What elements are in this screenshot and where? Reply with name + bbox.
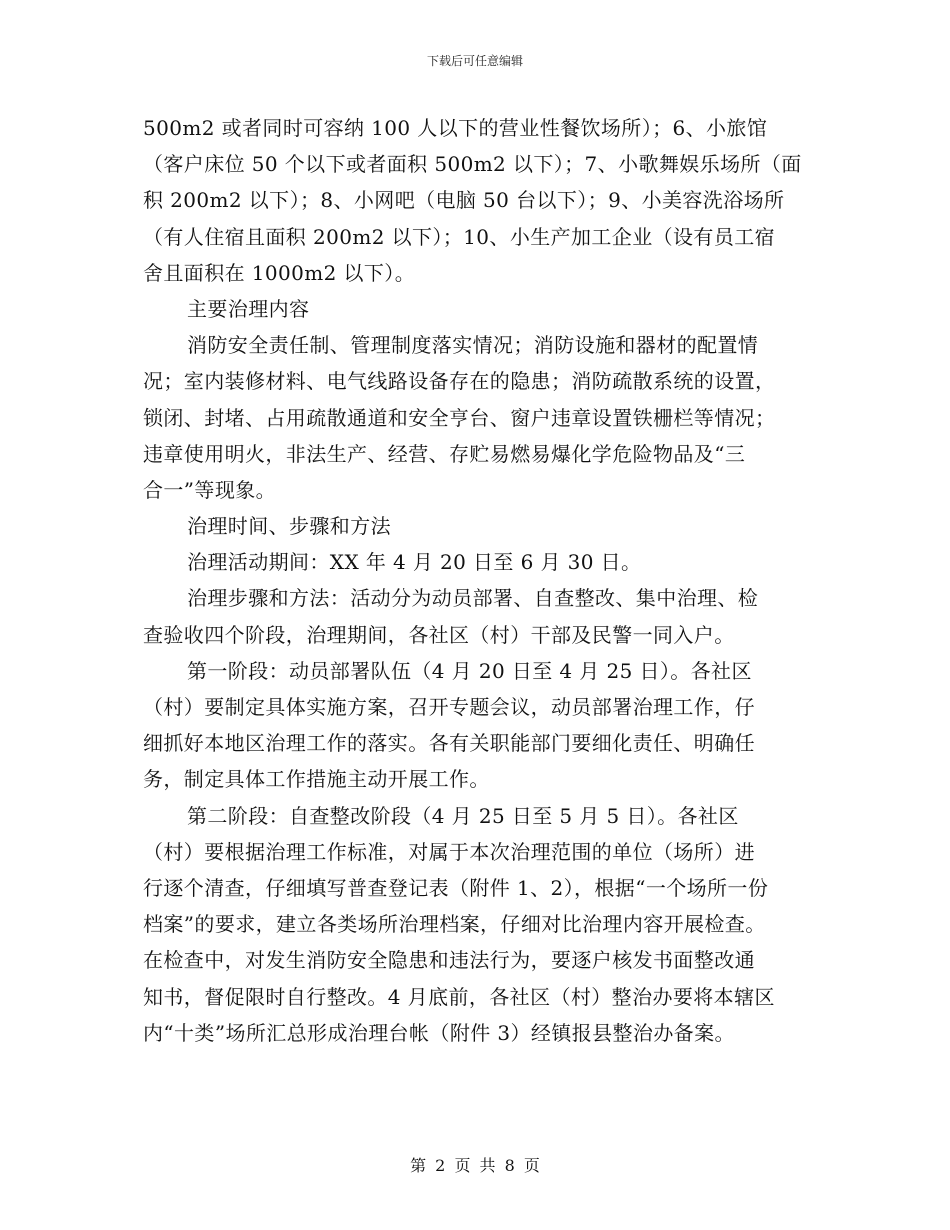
page-header: 下载后可任意编辑 (426, 54, 523, 68)
text-line: 主要治理内容 (187, 296, 310, 321)
text-line: 务，制定具体工作措施主动开展工作。 (143, 767, 490, 792)
text-line: 细抓好本地区治理工作的落实。各有关职能部门要细化责任、明确任 (143, 731, 755, 756)
text-line: 消防安全责任制、管理制度落实情况；消防设施和器材的配置情 (187, 333, 759, 358)
text-line: 500m2 或者同时可容纳 100 人以下的营业性餐饮场所）；6、小旅馆 (143, 116, 768, 140)
text-line: 锁闭、封堵、占用疏散通道和安全亨台、窗户违章设置铁栅栏等情况； (143, 405, 776, 430)
text-line: 违章使用明火，非法生产、经营、存贮易燃易爆化学危险物品及“三 (143, 441, 746, 466)
text-line: 治理活动期间：XX 年 4 月 20 日至 6 月 30 日。 (187, 550, 642, 575)
text-line: （村）要根据治理工作标准，对属于本次治理范围的单位（场所）进 (143, 839, 755, 864)
document-body (143, 110, 815, 1051)
text-line: （客户床位 50 个以下或者面积 500m2 以下）；7、小歌舞娱乐场所（面 (143, 152, 802, 177)
text-line: （有人住宿且面积 200m2 以下）；10、小生产加工企业（设有员工宿 (143, 224, 776, 249)
text-line: 治理时间、步骤和方法 (187, 514, 391, 539)
text-line: 内“十类”场所汇总形成治理台帐（附件 3）经镇报县整治办备案。 (143, 1020, 735, 1045)
text-line: （村）要制定具体实施方案，召开专题会议，动员部署治理工作，仔 (143, 695, 755, 719)
text-line: 舍且面积在 1000m2 以下）。 (143, 260, 416, 285)
text-line: 积 200m2 以下）；8、小网吧（电脑 50 台以下）；9、小美容洗浴场所 (143, 188, 785, 213)
page-footer: 第 2 页 共 8 页 (410, 1156, 540, 1175)
text-line: 在检查中，对发生消防安全隐患和违法行为，要逐户核发书面整改通 (143, 948, 755, 973)
text-line: 合一”等现象。 (143, 477, 277, 502)
text-line: 第二阶段：自查整改阶段（4 月 25 日至 5 月 5 日）。各社区 (187, 803, 739, 828)
text-line: 查验收四个阶段，治理期间，各社区（村）干部及民警一同入户。 (143, 622, 735, 647)
text-line: 知书，督促限时自行整改。4 月底前，各社区（村）整治办要将本辖区 (143, 984, 775, 1009)
text-line: 第一阶段：动员部署队伍（4 月 20 日至 4 月 25 日）。各社区 (187, 658, 752, 683)
text-line: 况；室内装修材料、电气线路设备存在的隐患；消防疏散系统的设置， (143, 369, 776, 394)
text-line: 行逐个清查，仔细填写普查登记表（附件 1、2），根据“一个场所一份 (143, 875, 769, 900)
text-line: 档案”的要求，建立各类场所治理档案，仔细对比治理内容开展检查。 (143, 912, 766, 937)
text-line: 治理步骤和方法：活动分为动员部署、自查整改、集中治理、检 (187, 586, 759, 611)
